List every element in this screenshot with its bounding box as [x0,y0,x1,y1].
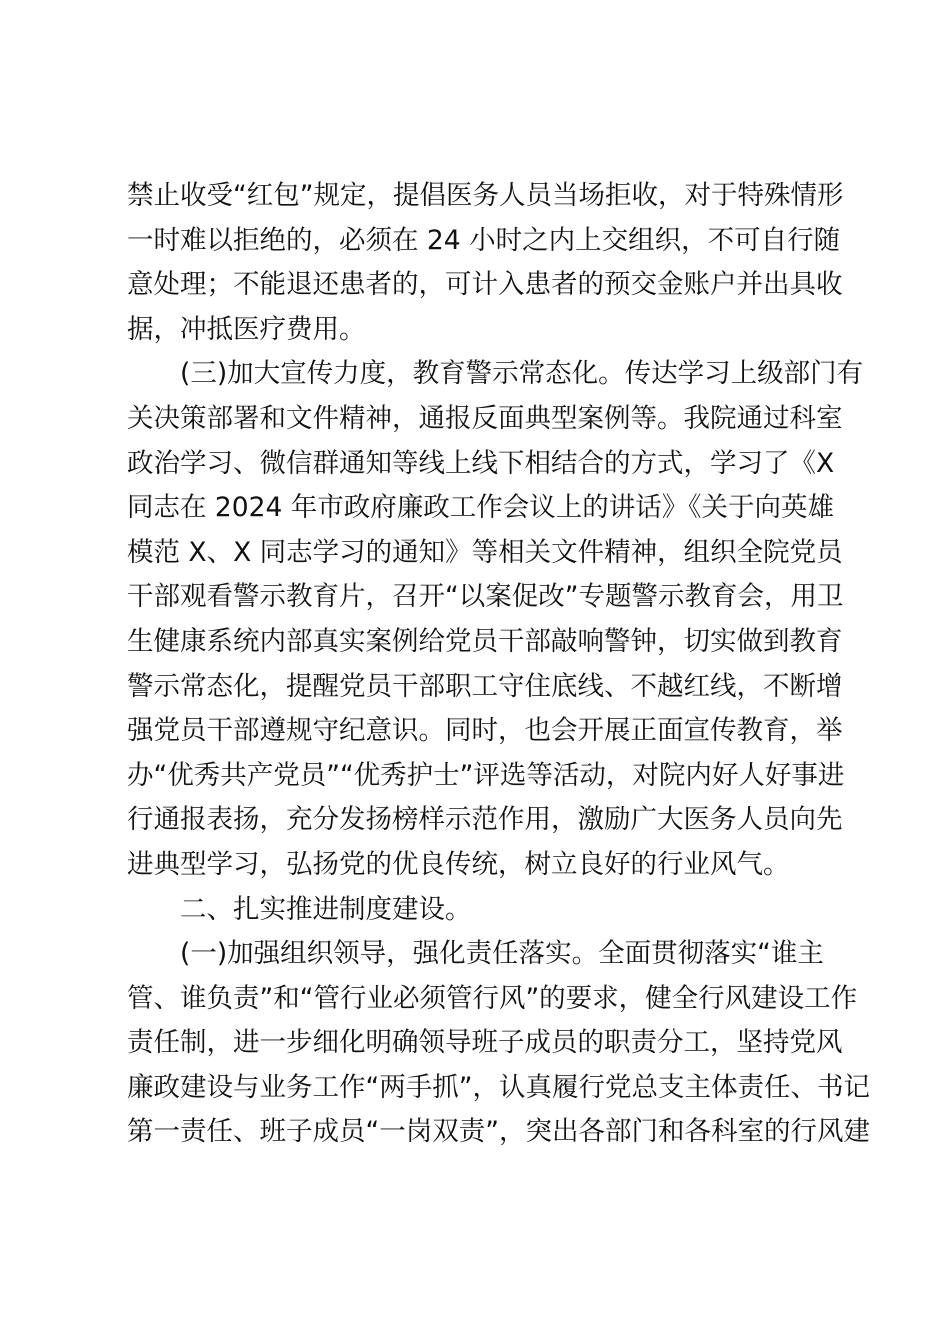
text-line: 第一责任、班子成员“一岗双责”，突出各部门和各科室的行风建 [127,1116,870,1148]
text-line: 办“优秀共产党员”“优秀护士”评选等活动，对院内好人好事进 [127,759,845,791]
paragraph-organizational-leadership [127,932,870,1155]
text-line: 警示常态化，提醒党员干部职工守住底线、不越红线，不断增 [127,670,843,702]
text-line: 据，冲抵医疗费用。 [127,313,366,345]
text-line: 责任制，进一步细化明确领导班子成员的职责分工，坚持党风 [127,1027,843,1059]
section-heading-system-building [127,888,827,933]
text-line: 强党员干部遵规守纪意识。同时，也会开展正面宣传教育，举 [127,715,843,747]
paragraph-gift-refusal [127,174,844,352]
text-line: 进典型学习，弘扬党的优良传统，树立良好的行业风气。 [127,848,790,880]
text-line: 一时难以拒绝的，必须在 24 小时之内上交组织，不可自行随 [127,224,841,256]
paragraph-publicity-education [127,352,864,887]
text-line: 模范 X、X 同志学习的通知》等相关文件精神，组织全院党员 [127,536,843,568]
text-line: 禁止收受“红包”规定，提倡医务人员当场拒收，对于特殊情形 [127,180,844,211]
document-body [127,174,870,1155]
text-line: 意处理；不能退还患者的，可计入患者的预交金账户并出具收 [127,269,843,301]
text-line: 行通报表扬，充分发扬榜样示范作用，激励广大医务人员向先 [127,804,843,836]
text-line: 同志在 2024 年市政府廉政工作会议上的讲话》《关于向英雄 [127,492,835,524]
section-heading-text: 二、扎实推进制度建设。 [180,893,472,925]
text-line: 廉政建设与业务工作“两手抓”，认真履行党总支主体责任、书记 [127,1071,870,1103]
text-line: 管、谁负责”和“管行业必须管行风”的要求，健全行风建设工作 [127,982,858,1014]
text-line: (三)加大宣传力度，教育警示常态化。传达学习上级部门有 [180,358,864,390]
text-line: 生健康系统内部真实案例给党员干部敲响警钟，切实做到教育 [127,625,843,657]
text-line: 干部观看警示教育片，召开“以案促改”专题警示教育会，用卫 [127,581,844,613]
text-line: (一)加强组织领导，强化责任落实。全面贯彻落实“谁主 [180,938,824,970]
text-line: 关决策部署和文件精神，通报反面典型案例等。我院通过科室 [127,402,843,434]
text-line: 政治学习、微信群通知等线上线下相结合的方式，学习了《X [127,447,835,479]
